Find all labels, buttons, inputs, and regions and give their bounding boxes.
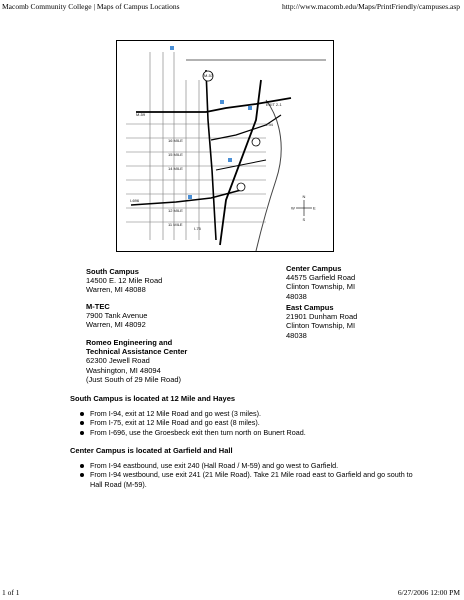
- svg-text:N: N: [302, 194, 306, 199]
- east-campus-name: East Campus: [286, 303, 334, 312]
- romeo-center-name-1: Romeo Engineering and: [86, 338, 173, 347]
- map-label-m53: M-53: [204, 73, 214, 78]
- east-campus-address: East Campus 21901 Dunham Road Clinton Township, MI 48038: [286, 303, 358, 340]
- romeo-center-address: Romeo Engineering and Technical Assistance Center 62300 Jewell Road Washington, MI 48094 (Just South of 29 Mile Road): [86, 338, 188, 384]
- campus-map-svg: [116, 40, 334, 252]
- svg-text:E: E: [313, 205, 316, 211]
- svg-text:S: S: [302, 217, 306, 222]
- south-campus-name: South Campus: [86, 267, 139, 276]
- south-directions-heading: South Campus is located at 12 Mile and Hayes: [70, 394, 236, 403]
- list-item: From I-94 westbound, use exit 241 (21 Mile Road). Take 21 Mile road east to Garfield and go south to Hall Road (M-59).: [78, 470, 423, 489]
- mtec-name: M-TEC: [86, 302, 110, 311]
- south-campus-address: South Campus 14500 E. 12 Mile Road Warren, MI 48088: [86, 267, 163, 295]
- center-directions-heading: Center Campus is located at Garfield and Hall: [70, 446, 233, 455]
- map-label-i75: I-75: [194, 226, 201, 231]
- list-item: From I-94, exit at 12 Mile Road and go west (3 miles).: [78, 409, 423, 418]
- map-label-12mile: 12 MILE: [168, 208, 183, 213]
- south-directions-list: [78, 409, 423, 437]
- list-item: From I-696, use the Groesbeck exit then turn north on Bunert Road.: [78, 428, 423, 437]
- page-footer-datetime: 6/27/2006 12:00 PM: [397, 588, 460, 597]
- map-label-16mile: 16 MILE: [168, 138, 183, 143]
- map-label-14mile: 14 MILE: [168, 166, 183, 171]
- page-header-title: Macomb Community College | Maps of Campus Locations: [2, 2, 180, 11]
- mtec-address: M-TEC 7900 Tank Avenue Warren, MI 48092: [86, 302, 148, 330]
- romeo-center-name-2: Technical Assistance Center: [86, 347, 188, 357]
- list-item: From I-75, exit at 12 Mile Road and go east (8 miles).: [78, 418, 423, 427]
- map-label-11mile: 11 MILE: [168, 222, 183, 227]
- map-label-m59: M-59: [136, 112, 146, 117]
- map-label-i696: I-696: [130, 198, 140, 203]
- center-campus-address: Center Campus 44575 Garfield Road Clinton Township, MI 48038: [286, 264, 356, 301]
- page-footer-count: 1 of 1: [2, 588, 20, 597]
- campus-map: [116, 40, 334, 252]
- svg-text:W: W: [291, 205, 295, 211]
- map-label-i94: I-94: [266, 122, 273, 127]
- map-label-exit: EXIT 2-1: [266, 102, 282, 107]
- list-item: From I-94 eastbound, use exit 240 (Hall Road / M-59) and go west to Garfield.: [78, 461, 423, 470]
- page-header-url[interactable]: http://www.macomb.edu/Maps/PrintFriendly/campuses.asp: [281, 2, 460, 11]
- map-label-15mile: 15 MILE: [168, 152, 183, 157]
- center-directions-list: [78, 461, 423, 489]
- center-campus-name: Center Campus: [286, 264, 342, 273]
